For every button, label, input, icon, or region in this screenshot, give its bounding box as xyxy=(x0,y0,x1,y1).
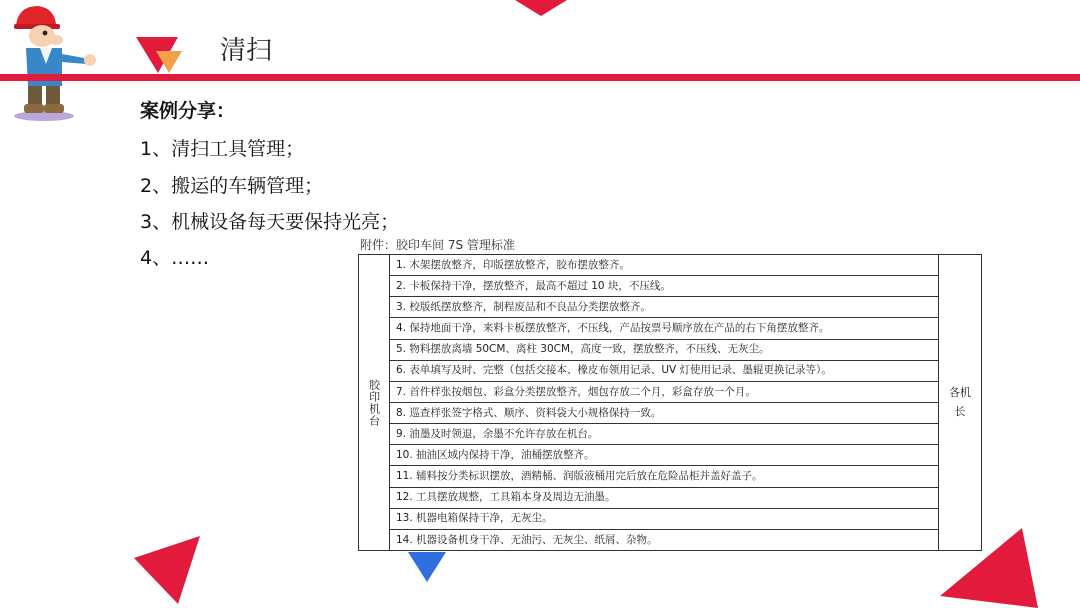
table-row: 8. 巡查样张签字格式、顺序、资料袋大小规格保持一致。 xyxy=(390,402,939,423)
table-row: 2. 卡板保持干净，摆放整齐，最高不超过 10 块，不压线。 xyxy=(390,276,939,297)
list-item: 2、搬运的车辆管理； xyxy=(140,175,324,197)
table-row: 12. 工具摆放规整，工具箱本身及周边无油墨。 xyxy=(390,487,939,508)
table-row: 7. 首件样张按烟包、彩盒分类摆放整齐，烟包存放二个月，彩盒存放一个月。 xyxy=(390,381,939,402)
bottom-blue-triangle-decoration xyxy=(408,552,446,584)
standards-table xyxy=(358,254,982,551)
list-item: 4、…… xyxy=(140,247,210,269)
responsible-label: 各机 xyxy=(949,385,971,399)
worker-mascot-icon xyxy=(4,2,96,122)
table-row: 9. 油墨及时领退，余墨不允许存放在机台。 xyxy=(390,424,939,445)
table-row: 5. 物料摆放离墙 50CM、离柱 30CM，高度一致，摆放整齐，不压线、无灰尘。 xyxy=(390,339,939,360)
header-divider xyxy=(0,74,1080,81)
slide-title: 清扫 xyxy=(220,36,273,66)
table-side-label: 胶印机台 xyxy=(359,255,390,551)
table-row: 11. 辅料按分类标识摆放，酒精桶、润版液桶用完后放在危险品柜并盖好盖子。 xyxy=(390,466,939,487)
list-item: 3、机械设备每天要保持光亮； xyxy=(140,211,400,233)
table-row: 1. 木架摆放整齐，印版摆放整齐，胶布摆放整齐。 xyxy=(390,255,939,276)
table-row: 13. 机器电箱保持干净，无灰尘。 xyxy=(390,508,939,529)
table-row: 14. 机器设备机身干净、无油污、无灰尘、纸屑、杂物。 xyxy=(390,529,939,550)
bottom-right-triangle-decoration xyxy=(938,526,1038,608)
table-row: 4. 保持地面干净，来料卡板摆放整齐，不压线，产品按票号顺序放在产品的右下角摆放整齐。 xyxy=(390,318,939,339)
table-row: 6. 表单填写及时、完整（包括交接本、橡皮布领用记录、UV 灯使用记录、墨辊更换记录等）。 xyxy=(390,360,939,381)
section-heading: 案例分享： xyxy=(140,100,236,122)
title-triangle-icon xyxy=(136,37,184,75)
table-row: 3. 校版纸摆放整齐，制程废品和不良品分类摆放整齐。 xyxy=(390,297,939,318)
bottom-left-triangle-decoration xyxy=(132,534,202,606)
attachment-caption: 附件：胶印车间 7S 管理标准 xyxy=(360,238,515,252)
table-responsible-cell xyxy=(939,255,982,551)
top-triangle-decoration xyxy=(515,0,567,18)
list-item: 1、清扫工具管理； xyxy=(140,138,305,160)
responsible-label: 长 xyxy=(954,404,966,418)
table-row: 10. 抽油区域内保持干净，油桶摆放整齐。 xyxy=(390,445,939,466)
